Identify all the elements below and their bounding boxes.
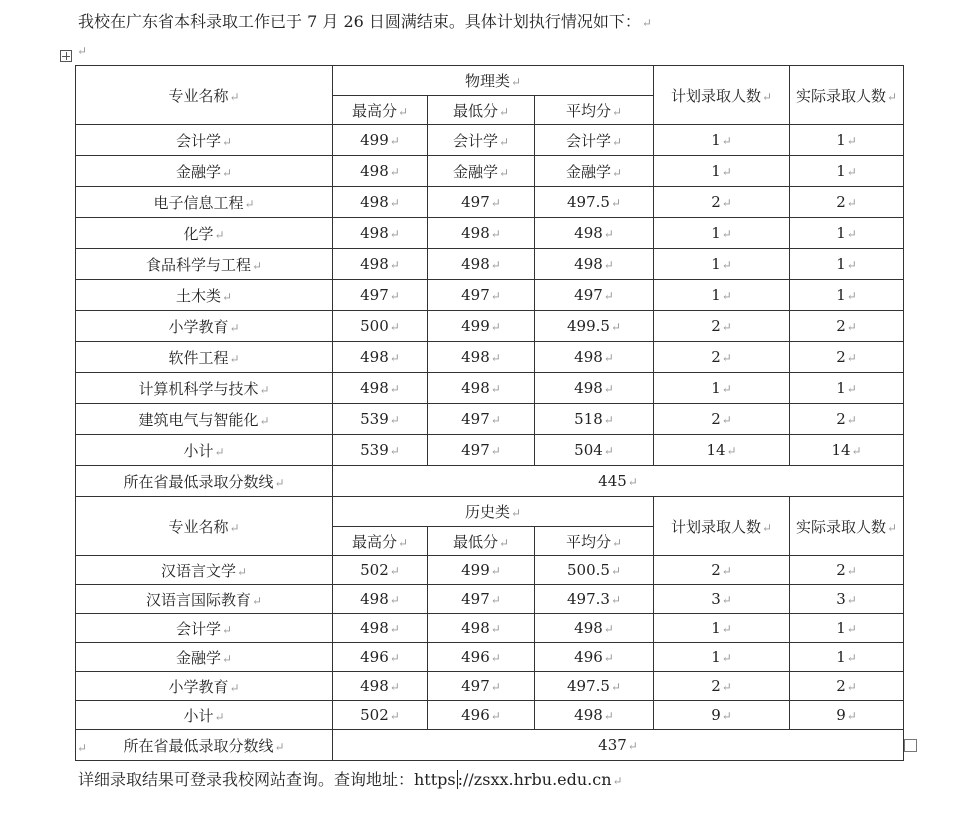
avg-score-cell: 498↵ [535,342,654,373]
planned-count-cell: 2↵ [654,342,790,373]
actual-count-cell: 1↵ [790,614,904,643]
avg-score-cell: 497.5↵ [535,672,654,701]
major-cell: 土木类↵ [76,280,333,311]
physics-header-row [76,66,904,96]
major-cell: 电子信息工程↵ [76,187,333,218]
planned-count-cell: 9↵ [654,701,790,730]
max-score-header: 最高分↵ [333,527,428,556]
physics-table-row [76,404,904,435]
max-score-cell: 498↵ [333,614,428,643]
avg-score-cell: 504↵ [535,435,654,466]
actual-count-cell: 1↵ [790,249,904,280]
min-score-header: 最低分↵ [428,527,535,556]
actual-count-cell: 1↵ [790,280,904,311]
avg-score-cell: 498↵ [535,373,654,404]
max-score-header: 最高分↵ [333,96,428,125]
planned-count-cell: 2↵ [654,404,790,435]
physics-table-row [76,125,904,156]
max-score-cell: 499↵ [333,125,428,156]
actual-count-cell: 2↵ [790,556,904,585]
max-score-cell: 498↵ [333,585,428,614]
history-table-row [76,672,904,701]
history-min-line-value: 437↵ [333,730,904,761]
avg-score-cell: 497↵ [535,280,654,311]
physics-table-row [76,156,904,187]
avg-score-header: 平均分↵ [535,96,654,125]
actual-count-cell: 2↵ [790,311,904,342]
actual-count-cell: 2↵ [790,342,904,373]
major-cell: 小学教育↵ [76,672,333,701]
table-move-handle-icon[interactable] [60,50,72,62]
major-header-cell: 专业名称↵ [76,497,333,556]
intro-paragraph [78,10,652,35]
footer-paragraph [78,768,623,793]
major-cell: 会计学↵ [76,614,333,643]
min-line-label: 所在省最低录取分数线↵ [76,730,333,761]
avg-score-cell: 会计学↵ [535,125,654,156]
actual-count-cell: 1↵ [790,125,904,156]
major-cell: 金融学↵ [76,643,333,672]
history-header-row [76,497,904,527]
max-score-cell: 498↵ [333,373,428,404]
planned-count-cell: 1↵ [654,125,790,156]
paragraph-mark: ↵ [612,774,623,788]
max-score-cell: 496↵ [333,643,428,672]
actual-count-cell: 1↵ [790,218,904,249]
min-score-cell: 498↵ [428,614,535,643]
min-line-label: 所在省最低录取分数线↵ [76,466,333,497]
history-table-row [76,701,904,730]
avg-score-cell: 496↵ [535,643,654,672]
min-score-cell: 496↵ [428,701,535,730]
physics-table-row [76,187,904,218]
avg-score-cell: 518↵ [535,404,654,435]
physics-table-row [76,280,904,311]
max-score-cell: 498↵ [333,156,428,187]
planned-count-cell: 14↵ [654,435,790,466]
actual-count-cell: 1↵ [790,643,904,672]
physics-table-row [76,373,904,404]
min-score-cell: 金融学↵ [428,156,535,187]
major-cell: 金融学↵ [76,156,333,187]
physics-min-line-value: 445↵ [333,466,904,497]
min-score-header: 最低分↵ [428,96,535,125]
planned-header-cell: 计划录取人数↵ [654,66,790,125]
history-category-header: 历史类↵ [333,497,654,527]
planned-count-cell: 1↵ [654,643,790,672]
min-score-cell: 497↵ [428,585,535,614]
planned-count-cell: 1↵ [654,614,790,643]
avg-score-cell: 金融学↵ [535,156,654,187]
actual-count-cell: 14↵ [790,435,904,466]
max-score-cell: 502↵ [333,556,428,585]
footer-link-text[interactable]: ://zsxx.hrbu.edu.cn [457,770,612,789]
avg-score-cell: 497.5↵ [535,187,654,218]
min-score-cell: 497↵ [428,280,535,311]
max-score-cell: 498↵ [333,187,428,218]
paragraph-mark: ↵ [77,44,88,58]
major-cell: 会计学↵ [76,125,333,156]
planned-count-cell: 1↵ [654,280,790,311]
actual-count-cell: 1↵ [790,156,904,187]
history-table-row [76,556,904,585]
min-score-cell: 会计学↵ [428,125,535,156]
major-cell: 小计↵ [76,701,333,730]
min-score-cell: 499↵ [428,556,535,585]
avg-score-cell: 497.3↵ [535,585,654,614]
max-score-cell: 498↵ [333,672,428,701]
actual-count-cell: 2↵ [790,187,904,218]
intro-text: 我校在广东省本科录取工作已于 7 月 26 日圆满结束。具体计划执行情况如下： [78,12,641,31]
table-resize-handle-icon[interactable] [904,739,917,752]
min-score-cell: 498↵ [428,342,535,373]
max-score-cell: 539↵ [333,404,428,435]
actual-count-cell: 2↵ [790,404,904,435]
major-cell: 建筑电气与智能化↵ [76,404,333,435]
paragraph-mark: ↵ [77,741,88,755]
physics-category-header: 物理类↵ [333,66,654,96]
major-cell: 计算机科学与技术↵ [76,373,333,404]
actual-header-cell: 实际录取人数↵ [790,66,904,125]
max-score-cell: 497↵ [333,280,428,311]
avg-score-header: 平均分↵ [535,527,654,556]
admission-table [75,65,904,761]
physics-table-row [76,311,904,342]
actual-count-cell: 3↵ [790,585,904,614]
min-score-cell: 496↵ [428,643,535,672]
planned-count-cell: 2↵ [654,311,790,342]
paragraph-mark: ↵ [641,16,652,30]
history-table-row [76,585,904,614]
major-cell: 汉语言文学↵ [76,556,333,585]
actual-count-cell: 1↵ [790,373,904,404]
max-score-cell: 539↵ [333,435,428,466]
major-cell: 化学↵ [76,218,333,249]
avg-score-cell: 498↵ [535,701,654,730]
planned-count-cell: 1↵ [654,373,790,404]
major-cell: 软件工程↵ [76,342,333,373]
min-score-cell: 497↵ [428,672,535,701]
physics-table-row [76,249,904,280]
min-score-cell: 498↵ [428,218,535,249]
history-min-line-row [76,730,904,761]
min-score-cell: 499↵ [428,311,535,342]
max-score-cell: 500↵ [333,311,428,342]
physics-table-row [76,218,904,249]
min-score-cell: 497↵ [428,187,535,218]
physics-min-line-row [76,466,904,497]
history-table-row [76,614,904,643]
history-table-row [76,643,904,672]
planned-count-cell: 2↵ [654,556,790,585]
planned-count-cell: 1↵ [654,249,790,280]
min-score-cell: 498↵ [428,373,535,404]
physics-table-row [76,435,904,466]
min-score-cell: 497↵ [428,435,535,466]
min-score-cell: 498↵ [428,249,535,280]
planned-count-cell: 1↵ [654,156,790,187]
max-score-cell: 498↵ [333,342,428,373]
actual-count-cell: 2↵ [790,672,904,701]
planned-header-cell: 计划录取人数↵ [654,497,790,556]
planned-count-cell: 3↵ [654,585,790,614]
max-score-cell: 498↵ [333,249,428,280]
major-cell: 食品科学与工程↵ [76,249,333,280]
avg-score-cell: 500.5↵ [535,556,654,585]
avg-score-cell: 498↵ [535,614,654,643]
footer-text: 详细录取结果可登录我校网站查询。查询地址：https [78,770,456,789]
avg-score-cell: 498↵ [535,218,654,249]
actual-count-cell: 9↵ [790,701,904,730]
min-score-cell: 497↵ [428,404,535,435]
max-score-cell: 502↵ [333,701,428,730]
avg-score-cell: 498↵ [535,249,654,280]
major-cell: 小计↵ [76,435,333,466]
major-header-cell: 专业名称↵ [76,66,333,125]
major-cell: 汉语言国际教育↵ [76,585,333,614]
avg-score-cell: 499.5↵ [535,311,654,342]
major-cell: 小学教育↵ [76,311,333,342]
planned-count-cell: 2↵ [654,187,790,218]
planned-count-cell: 2↵ [654,672,790,701]
planned-count-cell: 1↵ [654,218,790,249]
actual-header-cell: 实际录取人数↵ [790,497,904,556]
max-score-cell: 498↵ [333,218,428,249]
physics-table-row [76,342,904,373]
